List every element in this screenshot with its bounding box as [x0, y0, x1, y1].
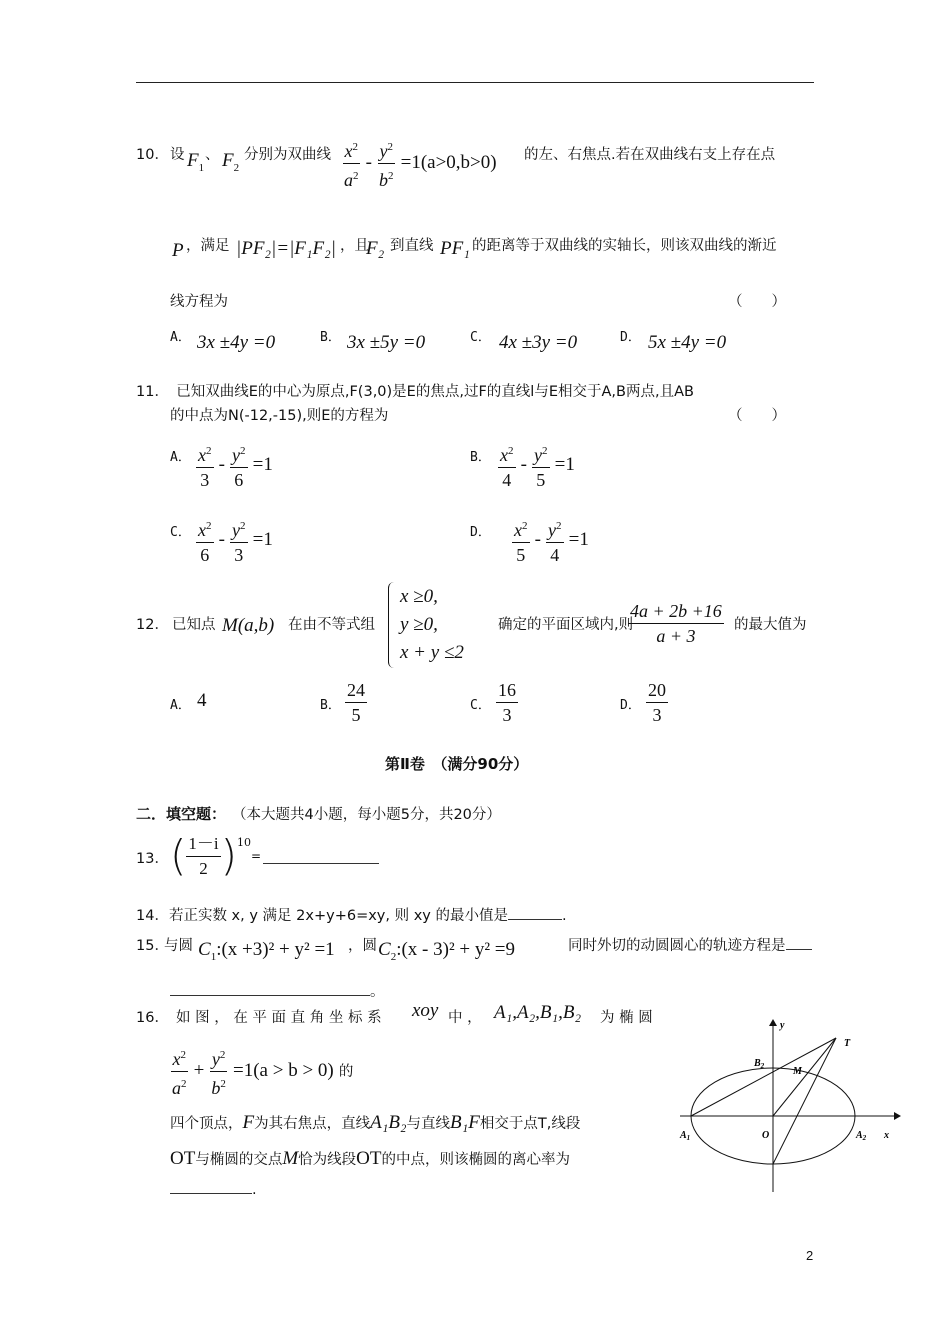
part2-heading: 二．填空题： [136, 805, 227, 823]
q10-f1: $F_1$ [187, 150, 205, 174]
label-t: T [844, 1038, 851, 1049]
q11-option-d: $\frac{x^2}{5}$ - $\frac{y^2}{4}$ =1 [512, 515, 589, 566]
q16-xoy: xoy [412, 1000, 439, 1021]
label-x: x [884, 1130, 889, 1141]
q12-fraction: $\frac{4a + 2b +16}{a + 3}$ [630, 601, 722, 646]
q10-answer-paren: （ ） [728, 294, 786, 310]
q11-option-b-label: B． [470, 450, 491, 465]
q11-option-c-label: C． [170, 525, 191, 540]
q16-line-4: OT与椭圆的交点M恰为线段OT的中点，则该椭圆的离心率为 [170, 1148, 570, 1169]
q11-option-a: $\frac{x^2}{3}$ - $\frac{y^2}{6}$ =1 [196, 440, 273, 491]
q11-option-a-label: A． [170, 450, 191, 465]
q15-answer-line-2: 。 [170, 980, 385, 1001]
q10-option-a: 3x ±4y =0 [197, 332, 276, 353]
q10-text-5: ，满足 [186, 238, 230, 254]
line-a1-t [691, 1038, 836, 1116]
q15-answer-blank-2[interactable] [170, 982, 370, 996]
q12-text-3: 确定的平面区域内,则 [498, 617, 634, 633]
q10-option-b-label: B． [320, 330, 341, 345]
q12-point-m: M(a,b) [222, 615, 275, 636]
q10-hyperbola-equation: $\frac{x^2}{a^2}$ - $\frac{y^2}{b^2}$ =1(a>0,b>0) [342, 136, 497, 191]
q10-option-a-label: A． [170, 330, 191, 345]
label-m: M [793, 1066, 802, 1077]
q12-inequality-brace [388, 582, 397, 668]
q10-condition: |PF₂|=|F₁F₂| [236, 238, 336, 259]
q13-number: 13． [136, 851, 169, 867]
label-b2: $B_2$ [754, 1058, 765, 1070]
q12-option-d-label: D． [620, 698, 641, 713]
ellipse-figure [676, 1016, 906, 1196]
q10-f2: $F_2$ [222, 150, 240, 174]
page-number: 2 [806, 1248, 814, 1263]
q13-expression: ( $\frac{1-i}{2}$ ) 10 = [170, 832, 379, 880]
q10-f2-b: F₂ [366, 238, 385, 259]
q16-line-3: 四个顶点，F为其右焦点，直线A₁B₂与直线B₁F相交于点T,线段 [170, 1112, 581, 1133]
q10-text-1: 设 [170, 147, 185, 163]
q10-line-pf1: PF₁ [440, 238, 470, 259]
q11-answer-paren: （ ） [728, 408, 786, 424]
q10-option-c-label: C． [470, 330, 491, 345]
q16-number: 16． [136, 1010, 169, 1026]
label-a2: $A_2$ [856, 1130, 867, 1142]
q15-text-3: 同时外切的动圆圆心的轨迹方程是 [568, 934, 812, 955]
q10-text-6: ，且 [340, 238, 369, 254]
q10-text-4: 的左、右焦点.若在双曲线右支上存在点 [524, 147, 776, 163]
q12-inequality-2: y ≥0, [400, 614, 438, 635]
q11-option-d-label: D． [470, 525, 491, 540]
q14-text: 14．若正实数 x, y 满足 2x+y+6=xy, 则 xy 的最小值是 . [136, 908, 567, 924]
q12-text-1: 已知点 [172, 617, 216, 633]
q12-number: 12． [136, 617, 169, 633]
q16-answer-line: . [170, 1180, 257, 1198]
q10-option-c: 4x ±3y =0 [499, 332, 578, 353]
q11-option-c: $\frac{x^2}{6}$ - $\frac{y^2}{3}$ =1 [196, 515, 273, 566]
q11-option-b: $\frac{x^2}{4}$ - $\frac{y^2}{5}$ =1 [498, 440, 575, 491]
q11-line-1: 11． 已知双曲线E的中心为原点,F(3,0)是E的焦点,过F的直线l与E相交于A,B两点,且AB [136, 384, 694, 400]
q15-answer-blank-1[interactable] [786, 936, 812, 950]
q12-option-c-label: C． [470, 698, 491, 713]
q15-number: 15． [136, 938, 169, 954]
q10-option-b: 3x ±5y =0 [347, 332, 426, 353]
q10-text-8: 的距离等于双曲线的实轴长，则该双曲线的渐近 [472, 238, 777, 254]
q12-option-a: 4 [197, 690, 207, 711]
q16-answer-blank[interactable] [170, 1180, 252, 1194]
line-o-t [773, 1038, 836, 1116]
q12-text-2: 在由不等式组 [288, 617, 375, 633]
q15-text-1: 与圆 [164, 938, 193, 954]
q12-text-4: 的最大值为 [734, 617, 807, 633]
q11-line-2: 的中点为N(-12,-15),则E的方程为 [170, 408, 389, 424]
q12-inequality-3: x + y ≤2 [400, 642, 464, 663]
q15-text-2: ，圆 [348, 938, 377, 954]
q16-text-1: 如 图 ， 在 平 面 直 角 坐 标 系 [176, 1010, 382, 1026]
q16-text-3: 为 椭 圆 [600, 1010, 653, 1026]
q16-ellipse-equation: $\frac{x^2}{a^2}$ + $\frac{y^2}{b^2}$ =1(a > b > 0) 的 [170, 1044, 353, 1099]
q15-circle-c2: $C_2:(x - 3)^2 + y^2 =9$ [378, 939, 516, 963]
q16-text-2: 中 ， [448, 1010, 482, 1026]
part2-note: （本大题共4小题，每小题5分，共20分） [232, 807, 501, 823]
q16-vertices: A₁,A₂,B₁,B₂ [494, 1002, 582, 1023]
q10-option-d-label: D． [620, 330, 641, 345]
q10-text-9: 线方程为 [170, 294, 228, 310]
section-title: 第Ⅱ卷 （满分90分） [385, 755, 529, 773]
header-rule [136, 82, 814, 83]
q12-option-a-label: A． [170, 698, 191, 713]
q10-text-7: 到直线 [390, 238, 434, 254]
q12-option-c: $\frac{16}{3}$ [498, 680, 516, 725]
q12-inequality-1: x ≥0, [400, 586, 438, 607]
q10-point-p: P [172, 240, 184, 261]
q10-text-3: 分别为双曲线 [244, 147, 331, 163]
q10-text-2: 、 [205, 147, 220, 163]
label-a1: $A_1$ [680, 1130, 691, 1142]
q14-answer-blank[interactable] [508, 906, 562, 920]
label-y: y [780, 1020, 785, 1031]
q12-option-d: $\frac{20}{3}$ [648, 680, 666, 725]
line-b1-t [773, 1038, 836, 1164]
q15-circle-c1: $C_1:(x +3)^2 + y^2 =1$ [198, 939, 335, 963]
q13-answer-blank[interactable] [263, 849, 379, 864]
q10-option-d: 5x ±4y =0 [648, 332, 727, 353]
q10-number: 10． [136, 147, 169, 163]
label-o: O [762, 1130, 770, 1141]
q12-option-b: $\frac{24}{5}$ [347, 680, 365, 725]
q12-option-b-label: B． [320, 698, 341, 713]
